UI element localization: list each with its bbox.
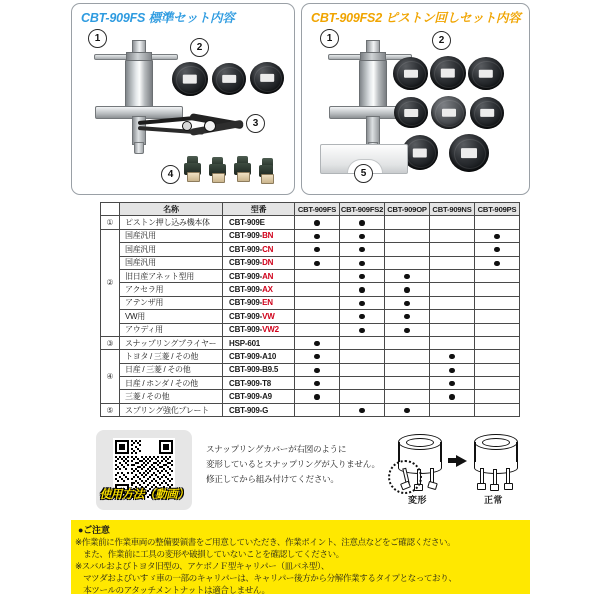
mark-cell-filled [385,403,430,416]
mark-cell-empty [475,310,520,323]
parts-table-container [100,202,519,417]
mark-cell-filled [475,256,520,269]
mark-cell-empty [430,283,475,296]
adapter-disc [431,96,466,129]
mark-cell-empty [340,377,385,390]
mark-cell-empty [430,229,475,242]
availability-dot-icon [314,220,319,225]
model-suffix: VW2 [262,325,279,335]
mark-cell-empty [430,296,475,309]
mark-cell-empty [475,377,520,390]
row-name: 国産汎用 [120,229,223,242]
table-header-row [101,203,520,216]
parts-table [100,202,520,417]
availability-dot-icon [359,234,364,239]
attachment-nut [184,156,201,181]
row-model: CBT-909-A10 [223,350,295,363]
model-suffix: CN [262,244,274,254]
availability-dot-icon [314,368,319,373]
availability-dot-icon [494,247,499,252]
table-row [101,403,520,416]
availability-dot-icon [359,261,364,266]
th-name: 名称 [120,203,223,216]
mark-cell-filled [385,310,430,323]
usage-note-line: スナップリングカバーが右図のように [206,444,347,454]
mark-cell-filled [475,243,520,256]
row-model: CBT-909-G [223,403,295,416]
availability-dot-icon [314,261,319,266]
mark-cell-empty [295,323,340,336]
mark-cell-filled [295,390,340,403]
row-name: アウディ用 [120,323,223,336]
row-group-index: ⑤ [101,403,120,416]
mark-cell-filled [430,350,475,363]
availability-dot-icon [314,394,319,399]
mark-cell-empty [385,243,430,256]
mark-cell-filled [295,363,340,376]
availability-dot-icon [404,408,409,413]
caution-line: ※スバルおよびトヨタ旧型の、アケボノＦ型キャリパー（皿バネ型）、 [75,561,330,571]
mark-cell-filled [295,377,340,390]
availability-dot-icon [449,354,454,359]
callout-5-right: 5 [354,164,373,183]
row-model: CBT-909-VW [223,310,295,323]
availability-dot-icon [359,408,364,413]
table-row [101,256,520,269]
table-row [101,216,520,229]
availability-dot-icon [314,381,319,386]
row-model: CBT-909-AX [223,283,295,296]
table-row [101,323,520,336]
qr-code-box[interactable] [96,430,192,510]
model-suffix: BN [262,231,274,241]
row-name: スプリング強化プレート [120,403,223,416]
row-name: 日産 / 三菱 / その他 [120,363,223,376]
row-model: CBT-909-DN [223,256,295,269]
table-row [101,283,520,296]
row-name: VW用 [120,310,223,323]
row-name: 日産 / ホンダ / その他 [120,377,223,390]
mark-cell-empty [385,350,430,363]
callout-1-right: 1 [320,29,339,48]
th-cbt-909fs2: CBT-909FS2 [340,203,385,216]
adapter-disc [250,62,284,94]
table-row [101,243,520,256]
mark-cell-filled [475,229,520,242]
availability-dot-icon [494,261,499,266]
mark-cell-empty [475,283,520,296]
availability-dot-icon [359,287,364,292]
caution-line: 本ツールのアタッチメントナットは適合しません。 [75,585,270,595]
mark-cell-empty [475,323,520,336]
availability-dot-icon [359,328,364,333]
mark-cell-empty [430,216,475,229]
mark-cell-empty [475,269,520,282]
qr-label: 使用方法（動画） [99,489,189,501]
mark-cell-filled [340,256,385,269]
mark-cell-empty [340,336,385,349]
table-row [101,336,520,349]
caution-line: また、作業前に工具の変形や破損していないことを確認してください。 [75,549,344,559]
model-suffix: DN [262,258,274,268]
mark-cell-empty [430,243,475,256]
availability-dot-icon [314,247,319,252]
caption-deformed: 変形 [408,495,427,505]
adapter-disc [172,62,208,96]
mark-cell-filled [340,323,385,336]
mark-cell-empty [295,283,340,296]
usage-note-line: 変形しているとスナップリングが入りません。 [206,458,380,469]
mark-cell-filled [385,323,430,336]
row-model: CBT-909E [223,216,295,229]
caution-box [71,520,530,594]
highlight-circle [388,460,422,494]
callout-1-left: 1 [88,29,107,48]
mark-cell-empty [385,363,430,376]
mark-cell-filled [295,336,340,349]
mark-cell-empty [475,363,520,376]
th-index [101,203,120,216]
mark-cell-empty [340,363,385,376]
mark-cell-empty [475,216,520,229]
row-group-index: ④ [101,350,120,404]
callout-2-right: 2 [432,31,451,50]
mark-cell-filled [430,377,475,390]
availability-dot-icon [449,381,454,386]
mark-cell-empty [295,269,340,282]
row-group-index: ② [101,229,120,336]
table-row [101,377,520,390]
row-name: 三菱 / その他 [120,390,223,403]
row-name: スナップリングプライヤー [120,336,223,349]
mark-cell-empty [385,377,430,390]
table-row [101,296,520,309]
mark-cell-empty [475,390,520,403]
row-model: CBT-909-T8 [223,377,295,390]
mark-cell-filled [430,390,475,403]
mark-cell-filled [385,269,430,282]
mark-cell-empty [475,350,520,363]
th-cbt-909ns: CBT-909NS [430,203,475,216]
attachment-nut [209,157,226,182]
mark-cell-filled [295,229,340,242]
panel-piston-turn-set [301,3,530,195]
availability-dot-icon [314,354,319,359]
availability-dot-icon [359,220,364,225]
mark-cell-empty [295,403,340,416]
row-group-index: ③ [101,336,120,349]
availability-dot-icon [404,287,409,292]
mark-cell-filled [340,269,385,282]
mark-cell-filled [340,216,385,229]
mark-cell-filled [295,256,340,269]
th-cbt-909ps: CBT-909PS [475,203,520,216]
mark-cell-empty [295,296,340,309]
normal-cover-illustration [474,434,518,488]
availability-dot-icon [359,247,364,252]
adapter-disc [430,56,466,90]
table-head [101,203,520,216]
mark-cell-empty [385,390,430,403]
panel-standard-set [71,3,295,195]
table-row [101,350,520,363]
adapter-disc [394,97,428,128]
caution-title: ●ご注意 [78,525,110,535]
mark-cell-filled [340,296,385,309]
availability-dot-icon [359,274,364,279]
adapter-disc [468,57,504,90]
mark-cell-filled [295,243,340,256]
availability-dot-icon [449,394,454,399]
adapter-disc [393,57,428,90]
availability-dot-icon [359,314,364,319]
deformation-diagram [386,430,532,510]
mark-cell-empty [430,256,475,269]
product-panels [71,3,530,195]
row-model: CBT-909-BN [223,229,295,242]
availability-dot-icon [314,341,319,346]
mark-cell-filled [340,229,385,242]
mark-cell-filled [340,283,385,296]
table-row [101,269,520,282]
row-model: CBT-909-EN [223,296,295,309]
attachment-nut [259,158,273,183]
adapter-disc [212,63,246,95]
mark-cell-filled [340,243,385,256]
model-suffix: EN [262,298,273,308]
mark-cell-filled [430,363,475,376]
availability-dot-icon [404,314,409,319]
model-suffix: AN [262,271,274,281]
mark-cell-filled [385,283,430,296]
caption-normal: 正常 [484,495,503,505]
mark-cell-empty [340,350,385,363]
row-model: CBT-909-VW2 [223,323,295,336]
row-name: トヨタ / 三菱 / その他 [120,350,223,363]
adapter-disc [449,134,489,172]
row-name: ピストン押し込み機本体 [120,216,223,229]
adapter-disc [470,97,504,129]
table-row [101,363,520,376]
table-row [101,310,520,323]
row-model: CBT-909-A9 [223,390,295,403]
mark-cell-filled [340,403,385,416]
usage-note [206,442,381,486]
model-suffix: AX [262,285,273,295]
table-body [101,216,520,417]
table-row [101,229,520,242]
row-model: HSP-601 [223,336,295,349]
availability-dot-icon [449,368,454,373]
mark-cell-empty [385,216,430,229]
mark-cell-filled [340,310,385,323]
row-name: アクセラ用 [120,283,223,296]
row-name: 国産汎用 [120,256,223,269]
mark-cell-empty [295,310,340,323]
mark-cell-empty [430,269,475,282]
caution-line: ※作業前に作業車両の整備要領書をご用意していただき、作業ポイント、注意点などをご確認ください。 [75,537,456,547]
availability-dot-icon [404,328,409,333]
mark-cell-empty [430,323,475,336]
availability-dot-icon [494,234,499,239]
callout-3-left: 3 [246,114,265,133]
availability-dot-icon [404,301,409,306]
mark-cell-empty [475,336,520,349]
row-model: CBT-909-B9.5 [223,363,295,376]
availability-dot-icon [404,274,409,279]
row-name: 国産汎用 [120,243,223,256]
usage-note-line: 修正してから組み付けてください。 [206,473,339,484]
mark-cell-empty [385,256,430,269]
mark-cell-empty [475,296,520,309]
mark-cell-filled [295,216,340,229]
panel-title-standard: CBT-909FS 標準セット内容 [81,11,235,25]
mark-cell-empty [430,403,475,416]
callout-2-left: 2 [190,38,209,57]
mark-cell-empty [430,336,475,349]
callout-4-left: 4 [161,165,180,184]
arrow-icon [456,455,467,467]
mark-cell-empty [385,336,430,349]
mark-cell-filled [385,296,430,309]
availability-dot-icon [359,301,364,306]
row-name: アテンザ用 [120,296,223,309]
row-group-index: ① [101,216,120,229]
panel-title-piston: CBT-909FS2 ピストン回しセット内容 [311,11,521,25]
mark-cell-empty [430,310,475,323]
row-model: CBT-909-AN [223,269,295,282]
row-name: 旧日産アネット型用 [120,269,223,282]
availability-dot-icon [314,234,319,239]
attachment-nut [234,156,251,181]
caution-line: マツダおよびいすゞ車の一部のキャリパーは、キャリパー後方から分解作業するタイプとなっており、 [75,573,457,583]
mark-cell-filled [295,350,340,363]
th-cbt-909op: CBT-909OP [385,203,430,216]
model-suffix: VW [262,311,275,321]
th-cbt-909fs: CBT-909FS [295,203,340,216]
mark-cell-empty [340,390,385,403]
mark-cell-empty [385,229,430,242]
usage-info-section [96,430,532,512]
row-model: CBT-909-CN [223,243,295,256]
th-model: 型番 [223,203,295,216]
table-row [101,390,520,403]
mark-cell-empty [475,403,520,416]
